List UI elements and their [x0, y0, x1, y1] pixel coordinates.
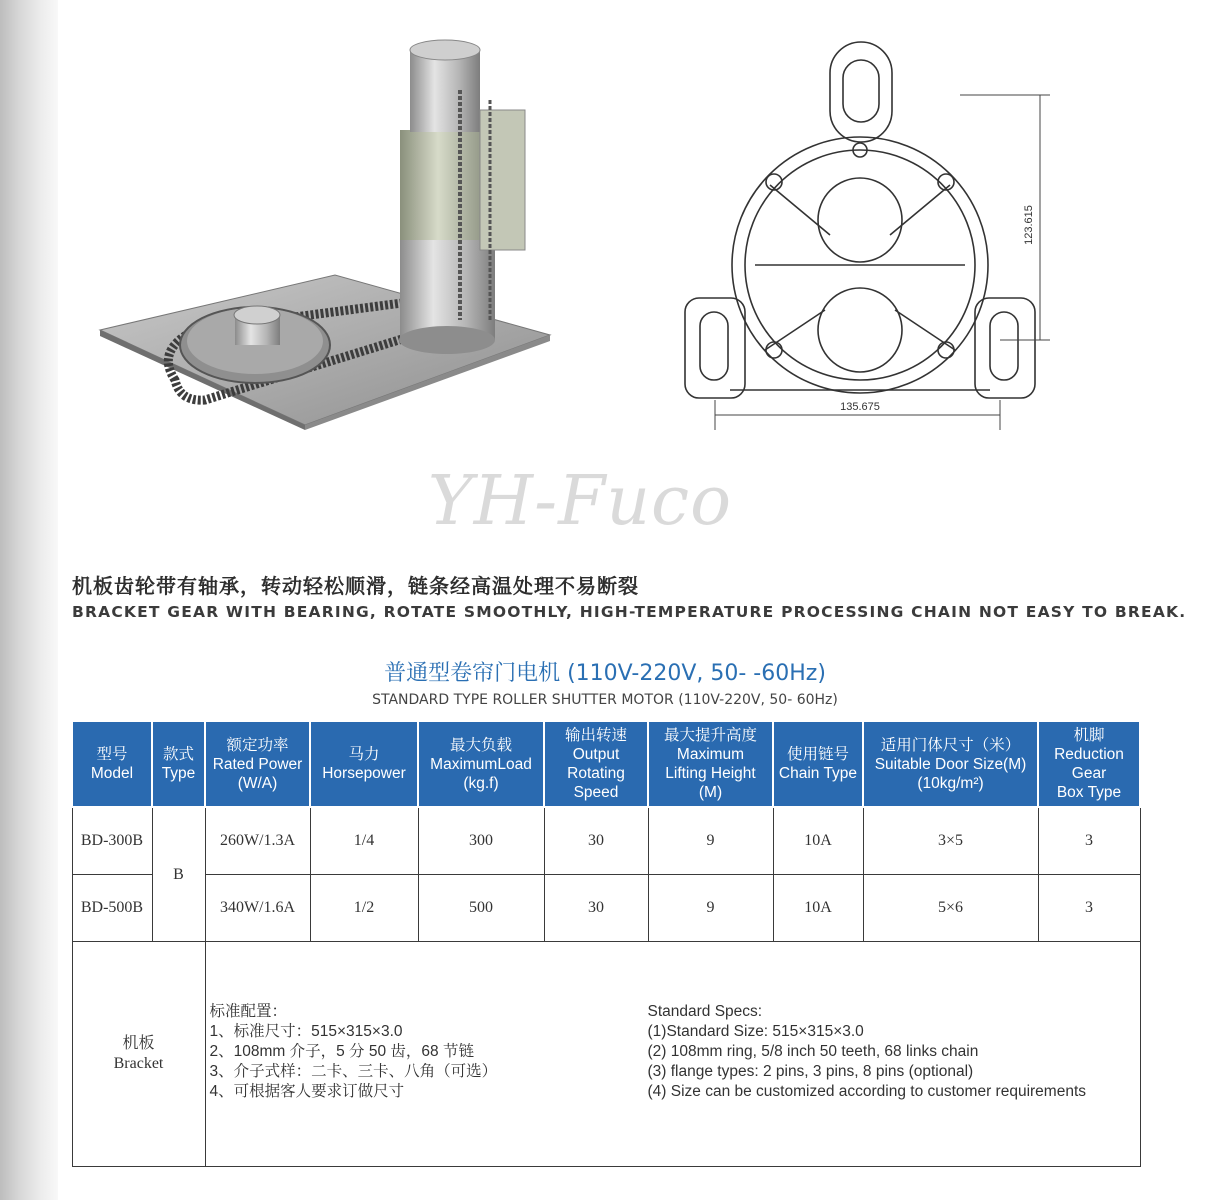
table-title-cn: 普通型卷帘门电机 (110V-220V, 50- -60Hz) — [384, 661, 826, 686]
bracket-label-cn: 机板 — [122, 1035, 155, 1052]
feature-heading-cn: 机板齿轮带有轴承，转动轻松顺滑，链条经高温处理不易断裂 — [72, 574, 639, 598]
cell-horsepower: 1/4 — [310, 807, 418, 875]
spec-line: (4) Size can be customized according to customer requirements — [647, 1083, 1087, 1100]
spec-line: (1)Standard Size: 515×315×3.0 — [647, 1023, 864, 1040]
cell-model: BD-300B — [72, 807, 152, 875]
header-type: 款式 Type — [152, 721, 205, 807]
height-dimension-label: 123.615 — [1023, 205, 1035, 245]
spec-line: 1、标准尺寸：515×315×3.0 — [209, 1023, 403, 1040]
cell-chain: 10A — [773, 875, 863, 942]
cell-speed: 30 — [544, 807, 648, 875]
spec-table — [71, 720, 1141, 1167]
cell-door-size: 3×5 — [863, 807, 1038, 875]
cell-model: BD-500B — [72, 875, 152, 942]
spec-line: Standard Specs: — [647, 1003, 763, 1020]
spec-line: (3) flange types: 2 pins, 3 pins, 8 pins (optional) — [647, 1063, 974, 1080]
bracket-label — [72, 942, 205, 1167]
header-model: 型号 Model — [72, 721, 152, 807]
cell-height: 9 — [648, 875, 773, 942]
table-header-row — [72, 721, 1140, 807]
cell-power: 260W/1.3A — [205, 807, 310, 875]
bracket-label-en: Bracket — [113, 1055, 164, 1072]
header-door-size: 适用门体尺寸（米） Suitable Door Size(M) (10kg/m²) — [863, 721, 1038, 807]
bracket-specs-en — [648, 1002, 1087, 1102]
cell-type: B — [152, 807, 205, 942]
header-horsepower: 马力 Horsepower — [310, 721, 418, 807]
motor-product-photo — [95, 30, 555, 430]
bracket-specs — [205, 942, 1140, 1167]
cell-chain: 10A — [773, 807, 863, 875]
motor-technical-drawing — [670, 20, 1070, 440]
spec-line: 2、108mm 介子，5 分 50 齿，68 节链 — [209, 1043, 474, 1060]
header-rated-power: 额定功率 Rated Power (W/A) — [205, 721, 310, 807]
spec-line: 标准配置： — [209, 1003, 288, 1020]
cell-power: 340W/1.6A — [205, 875, 310, 942]
cell-gearbox: 3 — [1038, 875, 1140, 942]
header-output-speed: 输出转速 Output Rotating Speed — [544, 721, 648, 807]
bracket-row — [72, 942, 1140, 1167]
brand-watermark: YH-Fuco — [427, 462, 733, 541]
cell-horsepower: 1/2 — [310, 875, 418, 942]
cell-height: 9 — [648, 807, 773, 875]
table-row — [72, 875, 1140, 942]
cell-load: 500 — [418, 875, 544, 942]
table-title-en: STANDARD TYPE ROLLER SHUTTER MOTOR (110V-220V, 50- 60Hz) — [372, 692, 838, 708]
feature-heading-en: BRACKET GEAR WITH BEARING, ROTATE SMOOTHLY, HIGH-TEMPERATURE PROCESSING CHAIN NOT EASY TO BREAK. — [72, 603, 1187, 621]
cell-door-size: 5×6 — [863, 875, 1038, 942]
width-dimension-label: 135.675 — [840, 401, 880, 413]
cell-load: 300 — [418, 807, 544, 875]
header-lifting-height: 最大提升高度 Maximum Lifting Height (M) — [648, 721, 773, 807]
bracket-specs-cn — [210, 1002, 498, 1102]
page-spine-shadow — [0, 0, 58, 1200]
cell-gearbox: 3 — [1038, 807, 1140, 875]
cell-speed: 30 — [544, 875, 648, 942]
spec-line: 4、可根据客人要求订做尺寸 — [209, 1083, 405, 1100]
header-gearbox-type: 机脚 Reduction Gear Box Type — [1038, 721, 1140, 807]
spec-line: 3、介子式样：二卡、三卡、八角（可选） — [209, 1063, 498, 1080]
header-chain-type: 使用链号 Chain Type — [773, 721, 863, 807]
spec-line: (2) 108mm ring, 5/8 inch 50 teeth, 68 links chain — [647, 1043, 979, 1060]
header-max-load: 最大负载 MaximumLoad (kg.f) — [418, 721, 544, 807]
table-row — [72, 807, 1140, 875]
